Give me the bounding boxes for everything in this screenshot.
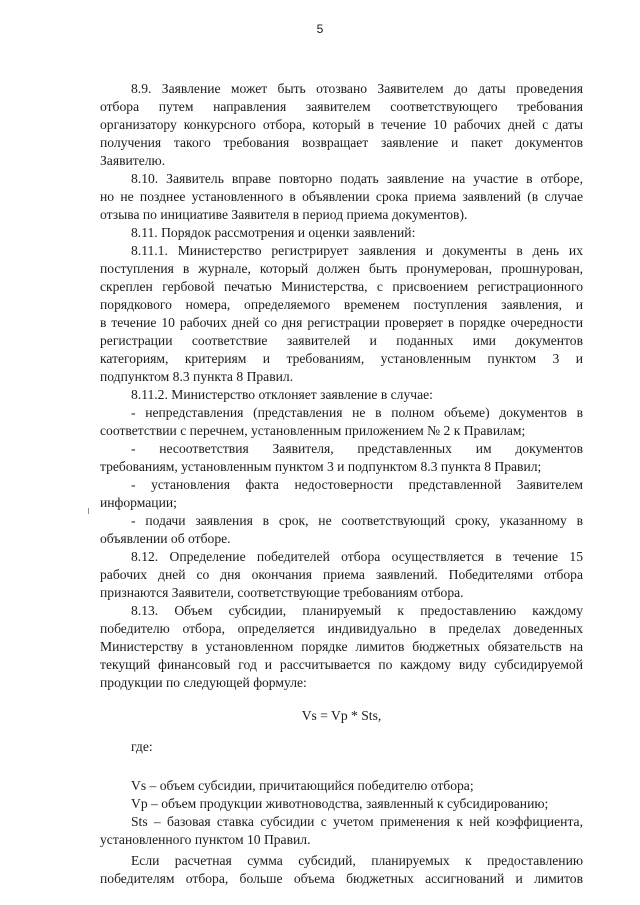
text-line: 8.11. Порядок рассмотрения и оценки заявлений:	[131, 225, 416, 240]
text-line: регистрации соответствие заявителей и поданных ими документов	[100, 333, 583, 348]
text-line: 8.13. Объем субсидии, планируемый к предоставлению каждому	[131, 603, 583, 618]
text-line: - несоответствия Заявителя, представленных им документов	[131, 441, 583, 456]
text-line: отзыва по инициативе Заявителя в период приема документов).	[100, 207, 468, 222]
text-line: 8.12. Определение победителей отбора осуществляется в течение 15	[131, 549, 583, 564]
formula: Vs = Vp * Sts,	[301, 708, 382, 723]
text-line: Если расчетная сумма субсидий, планируемых к предоставлению	[131, 853, 583, 868]
text-line: объявлении об отборе.	[100, 531, 231, 546]
text-line: 8.10. Заявитель вправе повторно подать заявление на участие в отборе,	[131, 171, 583, 186]
page-number: 5	[316, 22, 324, 36]
text-line: требованиям, установленным пунктом 3 и подпунктом 8.3 пункта 8 Правил;	[100, 459, 542, 474]
text-line: отбора путем направления заявителем соответствующего требования	[100, 99, 583, 114]
text-line: - установления факта недостоверности представленной Заявителем	[131, 477, 583, 492]
text-line: Заявителю.	[100, 153, 166, 168]
text-line: получения такого требования возвращает заявление и пакет документов	[100, 135, 583, 150]
text-line: поступления в журнале, который должен быть пронумерован, прошнурован,	[100, 261, 583, 276]
text-line: - подачи заявления в срок, не соответствующий сроку, указанному в	[131, 513, 583, 528]
scan-mark	[88, 508, 95, 514]
text-line: в течение 10 рабочих дней со дня регистрации проверяет в порядке очередности	[100, 315, 583, 330]
text-line: Sts – базовая ставка субсидии с учетом применения к ней коэффициента,	[131, 814, 583, 829]
text-line: Vp – объем продукции животноводства, заявленный к субсидированию;	[131, 796, 549, 811]
text-line: порядкового номера, определяемого временем поступления заявления, и	[100, 297, 583, 312]
text-line: 8.11.1. Министерство регистрирует заявления и документы в день их	[131, 243, 583, 258]
text-line: текущий финансовый год и рассчитывается по каждому виду субсидируемой	[100, 657, 583, 672]
text-line: Vs – объем субсидии, причитающийся победителю отбора;	[131, 778, 474, 793]
text-line: победителю отбора, определяется индивидуально в пределах доведенных	[100, 621, 583, 636]
text-line: - непредставления (представления не в полном объеме) документов в	[131, 405, 583, 420]
text-line: соответствии с перечнем, установленным приложением № 2 к Правилам;	[100, 423, 526, 438]
text-line: признаются Заявители, соответствующие требованиям отбора.	[100, 585, 464, 600]
text-line: организатору конкурсного отбора, который в течение 10 рабочих дней с даты	[100, 117, 583, 132]
text-line: установленного пунктом 10 Правил.	[100, 832, 311, 847]
text-line: категориям, критериям и требованиям, установленным пунктом 3 и	[100, 351, 583, 366]
text-line: рабочих дней со дня окончания приема заявлений. Победителями отбора	[100, 567, 583, 582]
text-line: 8.9. Заявление может быть отозвано Заявителем до даты проведения	[131, 81, 583, 96]
text-line: подпунктом 8.3 пункта 8 Правил.	[100, 369, 294, 384]
text-line: 8.11.2. Министерство отклоняет заявление в случае:	[131, 387, 433, 402]
text-line: продукции по следующей формуле:	[100, 675, 307, 690]
text-line: где:	[131, 739, 153, 754]
text-line: победителям отбора, больше объема бюджетных ассигнований и лимитов	[100, 871, 583, 886]
text-line: Министерству в установленном порядке лимитов бюджетных обязательств на	[100, 639, 583, 654]
text-line: но не позднее установленного в объявлении срока приема заявлений (в случае	[100, 189, 583, 204]
text-line: скреплен гербовой печатью Министерства, с присвоением регистрационного	[100, 279, 583, 294]
text-line: информации;	[100, 495, 177, 510]
